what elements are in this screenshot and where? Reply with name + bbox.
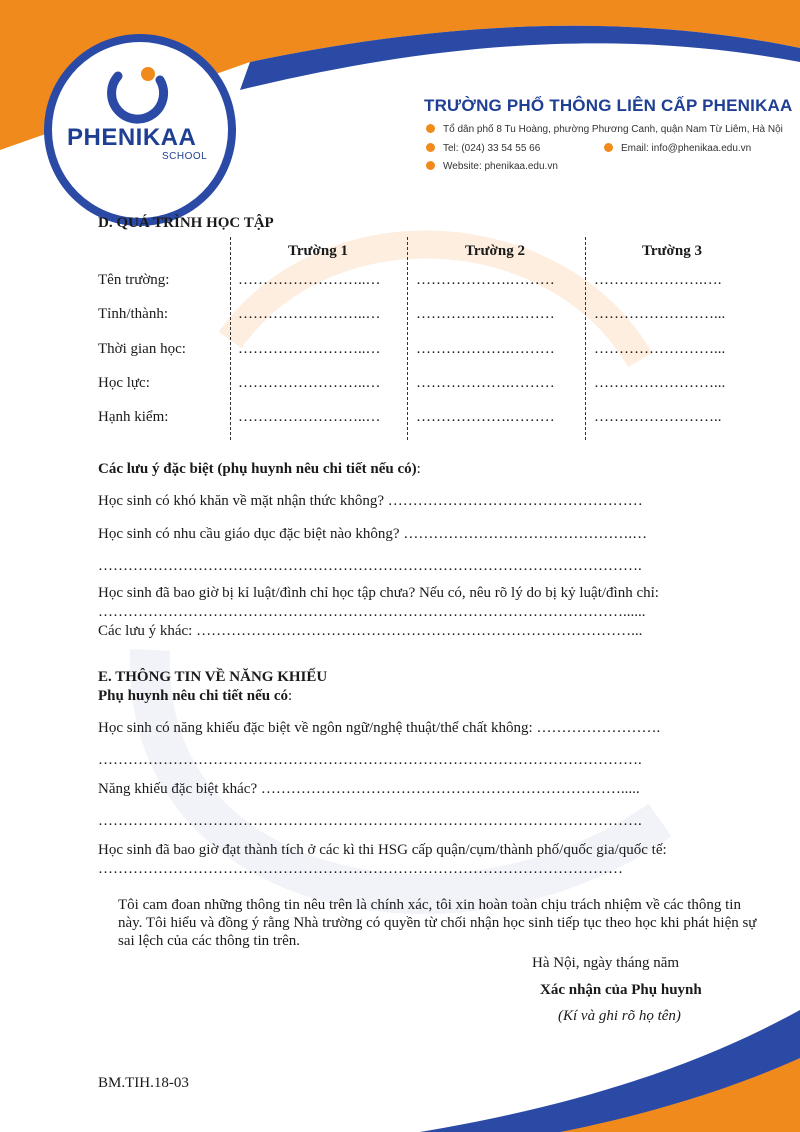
fill-line[interactable]: ……………………..… (238, 409, 381, 425)
fill-line[interactable]: ……………………... (594, 341, 726, 357)
school-name: TRƯỜNG PHỔ THÔNG LIÊN CẤP PHENIKAA (424, 96, 793, 115)
row-label-study-time: Thời gian học: (98, 341, 186, 357)
email-icon (604, 143, 613, 152)
fill-line[interactable]: ……………….……… (416, 375, 555, 391)
logo-sub: SCHOOL (162, 151, 208, 162)
talent-q-other[interactable]: Năng khiếu đặc biệt khác? ………………………………………………………………..... (98, 781, 640, 797)
fill-line[interactable]: ……………….……… (416, 272, 555, 288)
location-icon (426, 124, 435, 133)
signature-note: (Kí và ghi rõ họ tên) (558, 1008, 681, 1024)
logo-text: PHENIKAA (67, 124, 197, 151)
email-line: Email: info@phenikaa.edu.vn (604, 143, 751, 154)
fill-line[interactable]: ……………………..… (238, 341, 381, 357)
notes-q-special-education[interactable]: Học sinh có nhu cầu giáo dục đặc biệt nào không? ……………………………………….… (98, 526, 648, 542)
fill-line[interactable]: ……………………..… (238, 375, 381, 391)
column-header-1: Trường 1 (288, 243, 348, 259)
row-label-school-name: Tên trường: (98, 272, 170, 288)
column-divider (230, 237, 231, 440)
fill-line[interactable]: ……………………... (594, 375, 726, 391)
fill-line[interactable]: ……………….……… (416, 341, 555, 357)
signature-confirm: Xác nhận của Phụ huynh (540, 982, 702, 998)
notes-heading: Các lưu ý đặc biệt (phụ huynh nêu chi tiết nếu có): (98, 461, 421, 477)
column-divider (585, 237, 586, 440)
row-label-conduct: Hạnh kiểm: (98, 409, 169, 425)
talent-q-arts[interactable]: Học sinh có năng khiếu đặc biệt về ngôn ngữ/nghệ thuật/thể chất không: ……………………. (98, 720, 661, 736)
notes-q-discipline[interactable]: Học sinh đã bao giờ bị kỉ luật/đình chỉ học tập chưa? Nếu có, nêu rõ lý do bị kỷ luật/đình chỉ: (98, 585, 659, 601)
column-header-3: Trường 3 (642, 243, 702, 259)
fill-line[interactable]: ………………………………………………………………………………………………. (98, 752, 642, 768)
fill-line[interactable]: ……………………..… (238, 272, 381, 288)
phone-icon (426, 143, 435, 152)
form-code: BM.TIH.18-03 (98, 1075, 189, 1091)
section-d-title: D. QUÁ TRÌNH HỌC TẬP (98, 215, 274, 231)
address-line: Tổ dân phố 8 Tu Hoàng, phường Phương Canh, quận Nam Từ Liêm, Hà Nội (426, 124, 783, 135)
section-e-subheading: Phụ huynh nêu chi tiết nếu có: (98, 688, 293, 704)
row-label-academic: Học lực: (98, 375, 150, 391)
notes-q-cognitive[interactable]: Học sinh có khó khăn về mặt nhận thức không? …………………………………………… (98, 493, 643, 509)
fill-line[interactable]: ……………………..… (238, 306, 381, 322)
fill-line[interactable]: ………………………………………………………………………………………………. (98, 558, 642, 574)
fill-line[interactable]: ……………………………………………………………………………………………...... (98, 604, 646, 620)
signature-date-line: Hà Nội, ngày tháng năm (532, 955, 680, 971)
fill-line[interactable]: ……………….……… (416, 306, 555, 322)
tel-line: Tel: (024) 33 54 55 66 (426, 143, 540, 154)
declaration-paragraph: Tôi cam đoan những thông tin nêu trên là chính xác, tôi xin hoàn toàn chịu trách nhiệm về các thông tin này. Tôi hiểu và đồng ý rằng Nhà trường có quyền từ chối nhận học sinh tiếp tục theo học khi phát hiện sự sai lệch của các thông tin trên. (118, 897, 757, 949)
fill-line[interactable]: ………………….…. (594, 272, 722, 288)
row-label-province: Tỉnh/thành: (98, 306, 168, 322)
column-divider (407, 237, 408, 440)
fill-line[interactable]: …………………….. (594, 409, 722, 425)
column-header-2: Trường 2 (465, 243, 525, 259)
website-line: Website: phenikaa.edu.vn (426, 161, 558, 172)
fill-line[interactable]: ……………………... (594, 306, 726, 322)
notes-q-other[interactable]: Các lưu ý khác: ……………………………………………………………………………... (98, 623, 643, 639)
talent-q-achievements[interactable]: Học sinh đã bao giờ đạt thành tích ở các kì thi HSG cấp quận/cụm/thành phố/quốc gia/quốc tế: (98, 842, 667, 858)
fill-line[interactable]: ………………………………………………………………………………………………. (98, 813, 642, 829)
fill-line[interactable]: ……………….……… (416, 409, 555, 425)
web-icon (426, 161, 435, 170)
fill-line[interactable]: …………………………………………………………………………………………… (98, 861, 623, 877)
section-e-title: E. THÔNG TIN VỀ NĂNG KHIẾU (98, 669, 328, 685)
